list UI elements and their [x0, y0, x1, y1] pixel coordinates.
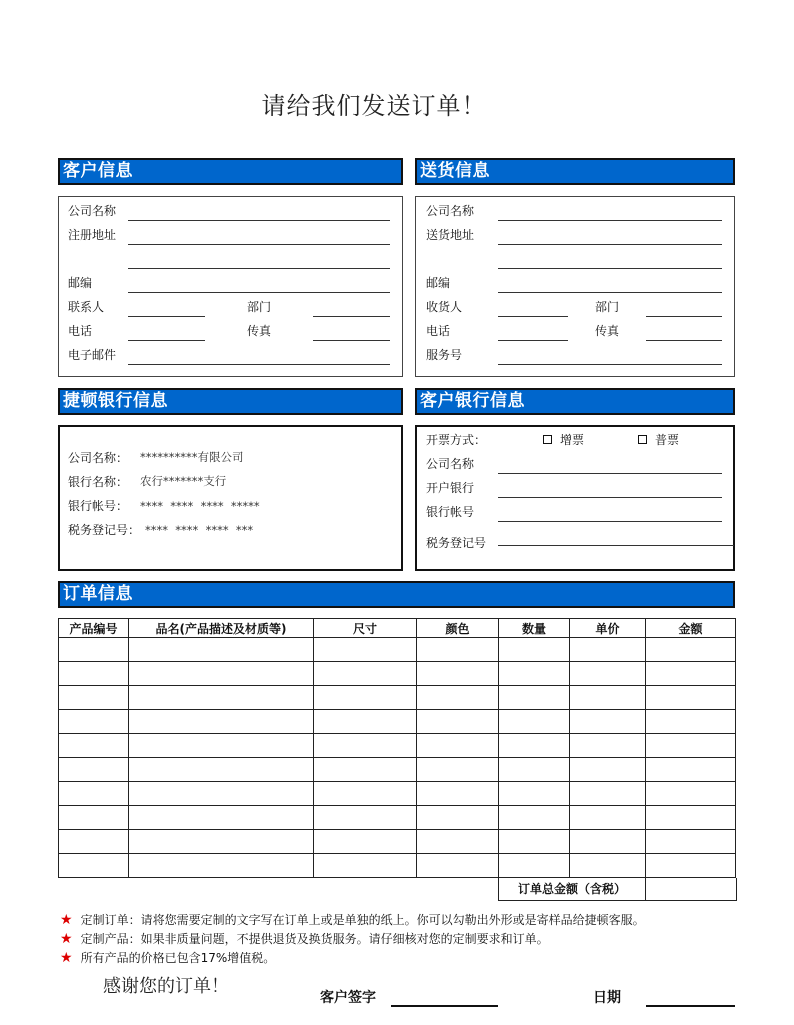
invoice-option-normal-label: 普票 — [655, 433, 680, 447]
table-cell[interactable] — [499, 638, 570, 662]
customer-company-label: 公司名称 — [68, 204, 117, 218]
table-cell[interactable] — [499, 710, 570, 734]
customer-email-label: 电子邮件 — [68, 348, 117, 362]
table-row — [59, 782, 736, 806]
delivery-fax-label: 传真 — [595, 324, 620, 338]
checkbox-icon[interactable] — [543, 435, 552, 444]
table-cell[interactable] — [314, 806, 417, 830]
table-cell[interactable] — [499, 854, 570, 878]
table-cell[interactable] — [646, 830, 736, 854]
cbank-account-label: 银行帐号 — [426, 505, 475, 519]
order-table-header — [59, 619, 736, 638]
col-product-no: 产品编号 — [59, 619, 129, 638]
cbank-company-label: 公司名称 — [426, 457, 475, 471]
delivery-company-field[interactable] — [498, 220, 722, 221]
table-cell[interactable] — [59, 806, 129, 830]
delivery-fax-field[interactable] — [646, 340, 722, 341]
table-cell[interactable] — [314, 638, 417, 662]
customer-address-label: 注册地址 — [68, 228, 117, 242]
table-cell[interactable] — [59, 710, 129, 734]
note-text: 所有产品的价格已包含17%增值税。 — [80, 951, 276, 965]
delivery-department-label: 部门 — [595, 300, 620, 314]
customer-department-field[interactable] — [313, 316, 390, 317]
col-unit-price: 单价 — [570, 619, 646, 638]
table-cell[interactable] — [570, 686, 646, 710]
star-icon: ★ — [60, 950, 73, 966]
table-row — [59, 830, 736, 854]
cbank-account-field[interactable] — [498, 521, 722, 522]
table-cell[interactable] — [314, 686, 417, 710]
table-cell[interactable] — [570, 734, 646, 758]
table-cell[interactable] — [314, 830, 417, 854]
table-cell[interactable] — [59, 734, 129, 758]
table-cell[interactable] — [129, 782, 314, 806]
customer-contact-field[interactable] — [128, 316, 205, 317]
delivery-address-label: 送货地址 — [426, 228, 475, 242]
table-cell[interactable] — [59, 686, 129, 710]
note-text: 定制订单：请将您需要定制的文字写在订单上或是单独的纸上。你可以勾勒出外形或是寄样品给捷顿客服。 — [80, 913, 645, 927]
table-cell[interactable] — [314, 710, 417, 734]
table-cell[interactable] — [59, 662, 129, 686]
delivery-postcode-label: 邮编 — [426, 276, 451, 290]
table-cell[interactable] — [646, 806, 736, 830]
delivery-service-label: 服务号 — [426, 348, 463, 362]
note-vat — [60, 949, 275, 966]
customer-postcode-field[interactable] — [128, 292, 390, 293]
delivery-info-box — [415, 196, 735, 377]
table-cell[interactable] — [417, 830, 499, 854]
order-info-header: 订单信息 — [58, 581, 735, 608]
table-cell[interactable] — [570, 782, 646, 806]
cbank-bank-label: 开户银行 — [426, 481, 475, 495]
table-cell[interactable] — [314, 734, 417, 758]
jieton-bank-header: 捷顿银行信息 — [58, 388, 403, 415]
col-product-name: 品名(产品描述及材质等) — [129, 619, 314, 638]
col-color: 颜色 — [417, 619, 499, 638]
table-cell[interactable] — [570, 806, 646, 830]
table-cell[interactable] — [417, 758, 499, 782]
col-quantity: 数量 — [499, 619, 570, 638]
table-cell[interactable] — [417, 854, 499, 878]
table-cell[interactable] — [417, 662, 499, 686]
date-label: 日期 — [593, 990, 621, 1006]
table-cell[interactable] — [499, 830, 570, 854]
cbank-bank-field[interactable] — [498, 497, 722, 498]
jieton-company-value: **********有限公司 — [140, 450, 244, 464]
signature-field[interactable] — [391, 1005, 498, 1007]
star-icon: ★ — [60, 912, 73, 928]
table-cell[interactable] — [646, 638, 736, 662]
star-icon: ★ — [60, 931, 73, 947]
table-cell[interactable] — [417, 710, 499, 734]
cbank-company-field[interactable] — [498, 473, 722, 474]
table-cell[interactable] — [129, 710, 314, 734]
customer-fax-field[interactable] — [313, 340, 390, 341]
invoice-option-vat-label: 增票 — [560, 433, 585, 447]
order-total-row — [498, 878, 737, 901]
customer-department-label: 部门 — [247, 300, 272, 314]
note-custom-product — [60, 930, 549, 947]
jieton-bank-name-value: 农行*******支行 — [140, 474, 227, 488]
delivery-service-field[interactable] — [498, 364, 722, 365]
table-cell[interactable] — [570, 758, 646, 782]
table-cell[interactable] — [570, 710, 646, 734]
signature-label: 客户签字 — [320, 990, 376, 1006]
table-cell[interactable] — [646, 710, 736, 734]
table-row — [59, 638, 736, 662]
delivery-receiver-field[interactable] — [498, 316, 568, 317]
table-cell[interactable] — [129, 686, 314, 710]
table-cell[interactable] — [129, 758, 314, 782]
table-row — [59, 686, 736, 710]
checkbox-icon[interactable] — [638, 435, 647, 444]
delivery-company-label: 公司名称 — [426, 204, 475, 218]
cbank-tax-label: 税务登记号 — [426, 536, 487, 550]
delivery-address-field[interactable] — [498, 244, 722, 245]
customer-address-field-2[interactable] — [128, 268, 390, 269]
order-table — [58, 618, 736, 878]
invoice-option-normal[interactable] — [638, 431, 679, 448]
table-cell[interactable] — [570, 830, 646, 854]
table-cell[interactable] — [417, 734, 499, 758]
table-row — [59, 710, 736, 734]
table-cell[interactable] — [570, 662, 646, 686]
table-cell[interactable] — [129, 638, 314, 662]
customer-phone-label: 电话 — [68, 324, 93, 338]
note-text: 定制产品：如果非质量问题，不提供退货及换货服务。请仔细核对您的定制要求和订单。 — [80, 932, 549, 946]
jieton-company-label: 公司名称： — [68, 451, 129, 465]
table-cell[interactable] — [314, 662, 417, 686]
table-cell[interactable] — [129, 662, 314, 686]
table-cell[interactable] — [314, 782, 417, 806]
delivery-phone-field[interactable] — [498, 340, 568, 341]
table-cell[interactable] — [417, 638, 499, 662]
table-cell[interactable] — [314, 854, 417, 878]
delivery-info-header: 送货信息 — [415, 158, 735, 185]
cbank-tax-field[interactable] — [498, 545, 734, 546]
page-title: 请给我们发送订单！ — [261, 92, 487, 120]
table-row — [59, 662, 736, 686]
table-cell[interactable] — [646, 734, 736, 758]
table-row — [59, 854, 736, 878]
table-cell[interactable] — [59, 782, 129, 806]
delivery-postcode-field[interactable] — [498, 292, 722, 293]
table-cell[interactable] — [59, 638, 129, 662]
table-cell[interactable] — [646, 782, 736, 806]
table-cell[interactable] — [59, 830, 129, 854]
table-cell[interactable] — [499, 806, 570, 830]
table-cell[interactable] — [129, 830, 314, 854]
delivery-address-field-2[interactable] — [498, 268, 722, 269]
table-cell[interactable] — [646, 662, 736, 686]
customer-email-field[interactable] — [128, 364, 390, 365]
table-cell[interactable] — [570, 638, 646, 662]
table-cell[interactable] — [499, 734, 570, 758]
table-cell[interactable] — [499, 782, 570, 806]
delivery-phone-label: 电话 — [426, 324, 451, 338]
table-cell[interactable] — [417, 806, 499, 830]
delivery-receiver-label: 收货人 — [426, 300, 463, 314]
thanks-text: 感谢您的订单！ — [103, 976, 229, 997]
col-amount: 金额 — [646, 619, 736, 638]
order-total-label: 订单总金额（含税） — [499, 878, 646, 900]
date-field[interactable] — [646, 1005, 735, 1007]
table-cell[interactable] — [129, 806, 314, 830]
table-cell[interactable] — [59, 854, 129, 878]
table-row — [59, 806, 736, 830]
jieton-bank-name-label: 银行名称： — [68, 475, 129, 489]
table-cell[interactable] — [646, 686, 736, 710]
customer-contact-label: 联系人 — [68, 300, 105, 314]
col-size: 尺寸 — [314, 619, 417, 638]
table-cell[interactable] — [499, 758, 570, 782]
table-cell[interactable] — [646, 758, 736, 782]
table-cell[interactable] — [499, 686, 570, 710]
jieton-tax-value: **** **** **** *** — [145, 523, 254, 537]
table-cell[interactable] — [59, 758, 129, 782]
customer-info-header: 客户信息 — [58, 158, 403, 185]
customer-postcode-label: 邮编 — [68, 276, 93, 290]
table-cell[interactable] — [417, 686, 499, 710]
delivery-department-field[interactable] — [646, 316, 722, 317]
jieton-tax-label: 税务登记号： — [68, 523, 141, 537]
table-cell[interactable] — [499, 662, 570, 686]
jieton-account-label: 银行帐号： — [68, 499, 129, 513]
table-cell[interactable] — [417, 782, 499, 806]
customer-address-field[interactable] — [128, 244, 390, 245]
customer-phone-field[interactable] — [128, 340, 205, 341]
table-cell[interactable] — [570, 854, 646, 878]
customer-fax-label: 传真 — [247, 324, 272, 338]
note-custom-order — [60, 911, 645, 928]
customer-bank-header: 客户银行信息 — [415, 388, 735, 415]
table-cell[interactable] — [314, 758, 417, 782]
jieton-account-value: **** **** **** ***** — [140, 499, 260, 513]
table-cell[interactable] — [129, 734, 314, 758]
invoice-option-vat[interactable] — [543, 431, 584, 448]
table-cell[interactable] — [129, 854, 314, 878]
customer-company-field[interactable] — [128, 220, 390, 221]
order-total-value[interactable] — [646, 878, 736, 900]
table-row — [59, 734, 736, 758]
invoice-type-label: 开票方式： — [426, 433, 487, 447]
table-row — [59, 758, 736, 782]
table-cell[interactable] — [646, 854, 736, 878]
